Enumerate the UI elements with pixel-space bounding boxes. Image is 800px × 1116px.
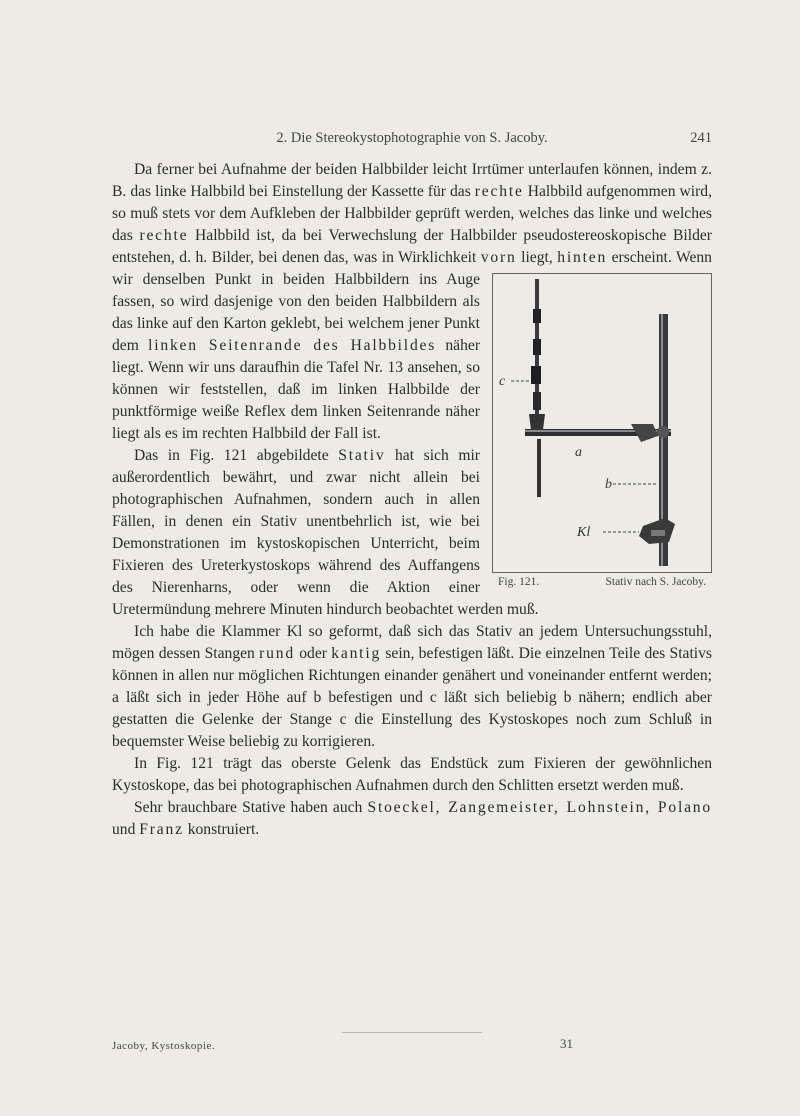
text-run: Halbbild ist, da bei Verwechslung der Halbbilder pseudostereoskopische Bilder entstehen, d. h. Bilder, bei denen das, was in Wirklichkeit: [112, 227, 712, 266]
running-title: 2. Die Stereokystophotographie von S. Jacoby.: [276, 130, 548, 146]
paragraph-4: In Fig. 121 trägt das oberste Gelenk das Endstück zum Fixieren der gewöhnlichen Kystoskope, das bei photographischen Aufnahmen durch den Schlitten ersetzt werden muß.: [112, 755, 712, 794]
figure-caption: [492, 575, 712, 589]
label-c: c: [499, 374, 506, 389]
text-run: Halbbild aufgenommen wird, so muß stets vor dem Aufkleben der Halbbilder geprüft werden, welches das linke und welches das: [112, 183, 712, 244]
text-run: Ich habe die Klammer Kl so geformt, daß sich das Stativ an jedem Untersuchungsstuhl, mögen dessen Stangen: [112, 623, 712, 662]
spaced-text: Franz: [139, 821, 184, 838]
caption-number: Fig. 121.: [498, 576, 540, 588]
spaced-text: kantig: [331, 645, 382, 662]
text-run: Da ferner bei Aufnahme der beiden Halbbilder leicht Irrtümer unterlaufen können, indem z. B. das linke Halbbild bei Einstellung der Kassette für das: [112, 161, 712, 200]
text-run: liegt,: [516, 249, 558, 266]
text-run: erscheint. Wenn wir denselben Punkt in beiden Halbbildern ins Auge fassen, so wird dasjenige von den beiden Halbbildern als das linke auf den Karton geklebt, bei welchem jener Punkt dem: [112, 249, 712, 354]
text-run: konstruiert.: [183, 821, 260, 838]
spaced-text: Stativ: [338, 447, 386, 464]
text-run: und: [112, 821, 140, 838]
page-number: 241: [690, 130, 712, 146]
paragraph-5: [112, 797, 712, 841]
spaced-text: Stoeckel, Zangemeister, Lohnstein, Polano: [367, 799, 712, 816]
figure-121: [492, 273, 712, 589]
paragraph-3: [112, 621, 712, 753]
vertical-rod-a: [537, 439, 541, 497]
bar-clamp-knob: [657, 426, 669, 438]
spaced-text: hinten: [557, 249, 608, 266]
text-run: Das in Fig. 121 abgebildete: [134, 447, 339, 464]
label-b: b: [605, 477, 612, 492]
figure-frame: [492, 273, 712, 573]
spaced-text: rechte: [474, 183, 524, 200]
label-a: a: [575, 445, 582, 460]
text-run: hat sich mir außerordentlich bewährt, und zwar nicht allein bei photographischen Aufnahmen, sondern auch in allen Fällen, in denen ein Stativ unentbehrlich ist, wie bei Demonstrationen im kystoskopischen Unterricht, beim Fixieren des Ureterkystoskops während des Auffangens des Nierenharns, oder wenn die Aktion einer Uretermündung mehrere Minuten hindurch beobachtet werden muß.: [112, 447, 539, 618]
spaced-text: rechte: [139, 227, 189, 244]
running-header: [112, 130, 712, 152]
caption-text: Stativ nach S. Jacoby.: [605, 576, 706, 588]
signature-mark: 31: [560, 1036, 573, 1051]
text-run: näher liegt. Wenn wir uns daraufhin die Tafel Nr. 13 ansehen, so können wir feststellen, daß im linken Halbbilde der punktförmige weiße Reflex dem linken Seitenrande näher liegt als es im rechten Halbbild der Fall ist.: [112, 337, 481, 442]
text-run: Sehr brauchbare Stative haben auch: [134, 799, 368, 816]
footer-rule: [342, 1032, 482, 1033]
joint-1: [533, 309, 541, 323]
spaced-text: vorn: [480, 249, 517, 266]
label-kl: Kl: [577, 525, 591, 540]
body-text: [112, 159, 712, 841]
joint-4: [533, 392, 541, 410]
stand-illustration: [493, 274, 711, 572]
spaced-text: rund: [259, 645, 295, 662]
spaced-text: linken Seitenrande des Halbbildes: [148, 337, 437, 354]
text-run: oder: [294, 645, 332, 662]
joint-3: [531, 366, 541, 384]
text-run: sein, befestigen läßt. Die einzelnen Teile des Stativs können in allen nur möglichen Richtungen einander genähert und voneinander entfernt werden; a läßt sich in jeder Höhe auf b befestigen und c läßt sich beliebig b nähern; endlich aber gestatten die Gelenke der Stange c die Einstellung des Kystoskopes noch zum Schluß in bequemster Weise beliebig zu korrigieren.: [112, 645, 712, 750]
arm-base: [529, 414, 545, 430]
joint-2: [533, 339, 541, 355]
clamp-screw: [651, 530, 665, 536]
footer-source: Jacoby, Kystoskopie.: [112, 1040, 216, 1052]
